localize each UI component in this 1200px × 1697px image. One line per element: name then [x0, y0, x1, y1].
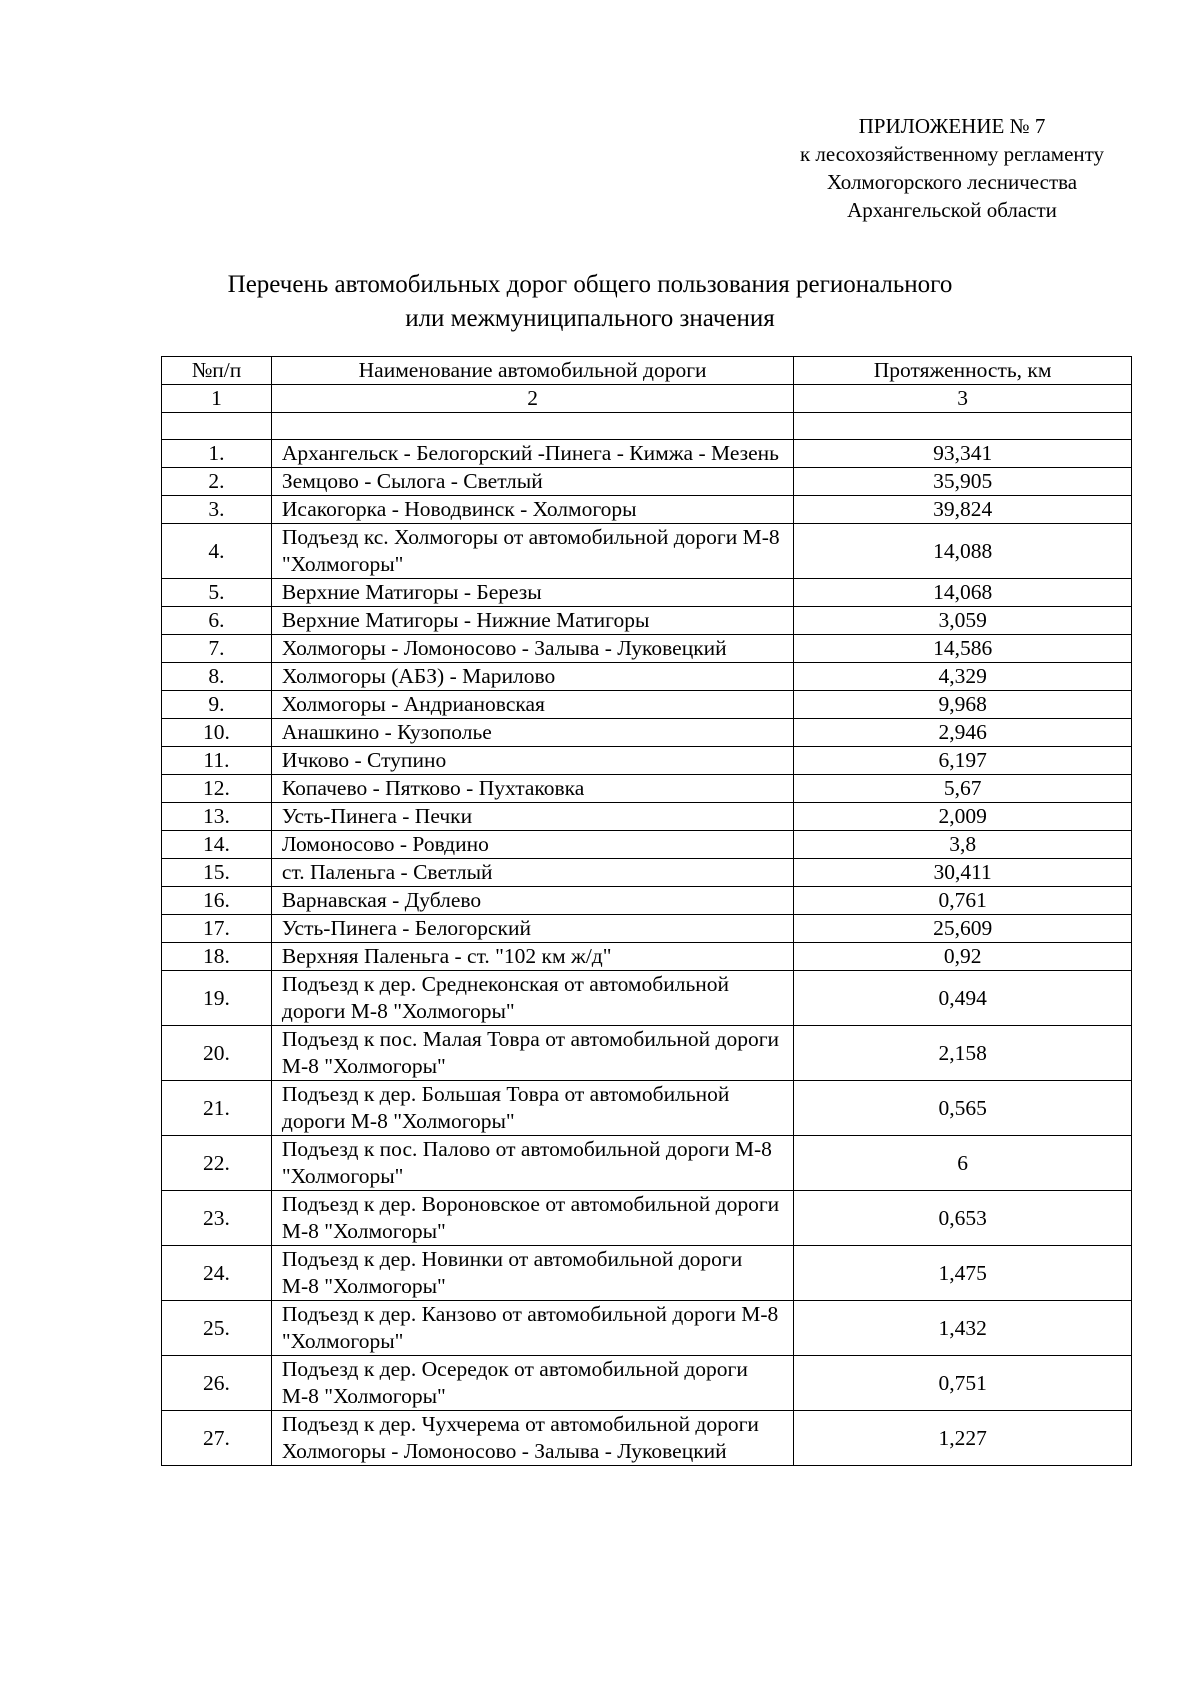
appendix-title: ПРИЛОЖЕНИЕ № 7 [858, 114, 1046, 138]
road-length-cell: 6,197 [794, 747, 1132, 775]
table-row [162, 1026, 1132, 1081]
road-number-cell: 5. [162, 579, 272, 607]
table-row [162, 803, 1132, 831]
road-number-cell: 13. [162, 803, 272, 831]
road-number-cell: 3. [162, 496, 272, 524]
road-number-cell: 8. [162, 663, 272, 691]
table-header-row [162, 357, 1132, 385]
road-number-cell: 2. [162, 468, 272, 496]
road-number-cell: 14. [162, 831, 272, 859]
road-length-cell: 0,751 [794, 1356, 1132, 1411]
road-name-cell: Анашкино - Кузополье [271, 719, 793, 747]
road-name-cell: Земцово - Сылога - Светлый [271, 468, 793, 496]
road-name-cell: Усть-Пинега - Белогорский [271, 915, 793, 943]
road-name-cell: Подъезд к дер. Чухчерема от автомобильной дороги Холмогоры - Ломоносово - Залыва - Луковецкий [271, 1411, 793, 1466]
road-name-cell: Варнавская - Дублево [271, 887, 793, 915]
road-number-cell: 11. [162, 747, 272, 775]
road-name-cell: Архангельск - Белогорский -Пинега - Кимжа - Мезень [271, 440, 793, 468]
table-row [162, 1191, 1132, 1246]
road-length-cell: 6 [794, 1136, 1132, 1191]
road-length-cell: 14,088 [794, 524, 1132, 579]
road-number-cell: 10. [162, 719, 272, 747]
road-number-cell: 27. [162, 1411, 272, 1466]
road-name-cell: Исакогорка - Новодвинск - Холмогоры [271, 496, 793, 524]
road-number-cell: 1. [162, 440, 272, 468]
table-row [162, 859, 1132, 887]
road-length-cell: 5,67 [794, 775, 1132, 803]
road-length-cell: 4,329 [794, 663, 1132, 691]
column-number: 2 [271, 385, 793, 413]
appendix-line: Архангельской области [847, 198, 1057, 222]
road-number-cell: 15. [162, 859, 272, 887]
table-row [162, 524, 1132, 579]
blank-cell [794, 413, 1132, 440]
road-length-cell: 0,494 [794, 971, 1132, 1026]
road-length-cell: 0,761 [794, 887, 1132, 915]
road-length-cell: 2,946 [794, 719, 1132, 747]
road-name-cell: Подъезд к дер. Осередок от автомобильной дороги М-8 "Холмогоры" [271, 1356, 793, 1411]
road-name-cell: Холмогоры (АБЗ) - Марилово [271, 663, 793, 691]
blank-cell [271, 413, 793, 440]
table-row [162, 1246, 1132, 1301]
page-title-line: или межмуниципального значения [405, 305, 775, 332]
road-name-cell: Верхние Матигоры - Нижние Матигоры [271, 607, 793, 635]
road-name-cell: Подъезд к дер. Среднеконская от автомобильной дороги М-8 "Холмогоры" [271, 971, 793, 1026]
column-header-length: Протяженность, км [794, 357, 1132, 385]
column-header-name: Наименование автомобильной дороги [271, 357, 793, 385]
table-row [162, 1301, 1132, 1356]
page-title [95, 268, 1085, 336]
road-length-cell: 0,565 [794, 1081, 1132, 1136]
appendix-line: Холмогорского лесничества [826, 170, 1078, 194]
road-length-cell: 1,432 [794, 1301, 1132, 1356]
road-number-cell: 17. [162, 915, 272, 943]
table-row [162, 691, 1132, 719]
road-number-cell: 22. [162, 1136, 272, 1191]
road-length-cell: 9,968 [794, 691, 1132, 719]
road-name-cell: Подъезд к дер. Большая Товра от автомобильной дороги М-8 "Холмогоры" [271, 1081, 793, 1136]
appendix-line: к лесохозяйственному регламенту [799, 142, 1105, 166]
road-name-cell: Ломоносово - Ровдино [271, 831, 793, 859]
road-number-cell: 18. [162, 943, 272, 971]
road-number-cell: 6. [162, 607, 272, 635]
blank-cell [162, 413, 272, 440]
roads-table-body [162, 357, 1132, 1466]
road-length-cell: 2,158 [794, 1026, 1132, 1081]
road-length-cell: 30,411 [794, 859, 1132, 887]
roads-table [161, 356, 1132, 1466]
table-blank-row [162, 413, 1132, 440]
road-length-cell: 35,905 [794, 468, 1132, 496]
road-number-cell: 20. [162, 1026, 272, 1081]
page-title-line: Перечень автомобильных дорог общего пользования регионального [227, 271, 953, 298]
table-row [162, 1081, 1132, 1136]
road-number-cell: 9. [162, 691, 272, 719]
road-length-cell: 39,824 [794, 496, 1132, 524]
road-name-cell: Подъезд к пос. Палово от автомобильной дороги М-8 "Холмогоры" [271, 1136, 793, 1191]
road-number-cell: 25. [162, 1301, 272, 1356]
road-name-cell: Подъезд к дер. Вороновское от автомобильной дороги М-8 "Холмогоры" [271, 1191, 793, 1246]
road-number-cell: 21. [162, 1081, 272, 1136]
table-row [162, 663, 1132, 691]
road-name-cell: Копачево - Пятково - Пухтаковка [271, 775, 793, 803]
table-row [162, 496, 1132, 524]
road-number-cell: 4. [162, 524, 272, 579]
road-name-cell: ст. Паленьга - Светлый [271, 859, 793, 887]
road-length-cell: 14,068 [794, 579, 1132, 607]
road-name-cell: Подъезд к пос. Малая Товра от автомобильной дороги М-8 "Холмогоры" [271, 1026, 793, 1081]
table-row [162, 775, 1132, 803]
road-number-cell: 26. [162, 1356, 272, 1411]
road-name-cell: Ичково - Ступино [271, 747, 793, 775]
table-row [162, 579, 1132, 607]
table-row [162, 1136, 1132, 1191]
road-length-cell: 25,609 [794, 915, 1132, 943]
road-name-cell: Подъезд кс. Холмогоры от автомобильной дороги М-8 "Холмогоры" [271, 524, 793, 579]
road-length-cell: 3,059 [794, 607, 1132, 635]
road-number-cell: 12. [162, 775, 272, 803]
table-row [162, 887, 1132, 915]
table-row [162, 1411, 1132, 1466]
road-length-cell: 0,92 [794, 943, 1132, 971]
road-length-cell: 0,653 [794, 1191, 1132, 1246]
road-length-cell: 93,341 [794, 440, 1132, 468]
table-row [162, 635, 1132, 663]
table-row [162, 747, 1132, 775]
road-number-cell: 19. [162, 971, 272, 1026]
table-row [162, 1356, 1132, 1411]
road-name-cell: Верхние Матигоры - Березы [271, 579, 793, 607]
road-length-cell: 3,8 [794, 831, 1132, 859]
appendix-header [672, 112, 1200, 224]
road-name-cell: Подъезд к дер. Новинки от автомобильной дороги М-8 "Холмогоры" [271, 1246, 793, 1301]
table-row [162, 831, 1132, 859]
road-length-cell: 14,586 [794, 635, 1132, 663]
road-number-cell: 23. [162, 1191, 272, 1246]
column-header-number: №п/п [162, 357, 272, 385]
road-number-cell: 24. [162, 1246, 272, 1301]
road-name-cell: Холмогоры - Ломоносово - Залыва - Луковецкий [271, 635, 793, 663]
road-name-cell: Верхняя Паленьга - ст. "102 км ж/д" [271, 943, 793, 971]
table-row [162, 971, 1132, 1026]
road-number-cell: 7. [162, 635, 272, 663]
table-row [162, 607, 1132, 635]
road-length-cell: 2,009 [794, 803, 1132, 831]
road-length-cell: 1,475 [794, 1246, 1132, 1301]
road-name-cell: Холмогоры - Андриановская [271, 691, 793, 719]
table-row [162, 440, 1132, 468]
road-length-cell: 1,227 [794, 1411, 1132, 1466]
table-row [162, 943, 1132, 971]
column-number: 3 [794, 385, 1132, 413]
column-number: 1 [162, 385, 272, 413]
road-name-cell: Усть-Пинега - Печки [271, 803, 793, 831]
table-row [162, 915, 1132, 943]
table-row [162, 468, 1132, 496]
road-name-cell: Подъезд к дер. Канзово от автомобильной дороги М-8 "Холмогоры" [271, 1301, 793, 1356]
table-row [162, 719, 1132, 747]
table-column-number-row [162, 385, 1132, 413]
road-number-cell: 16. [162, 887, 272, 915]
